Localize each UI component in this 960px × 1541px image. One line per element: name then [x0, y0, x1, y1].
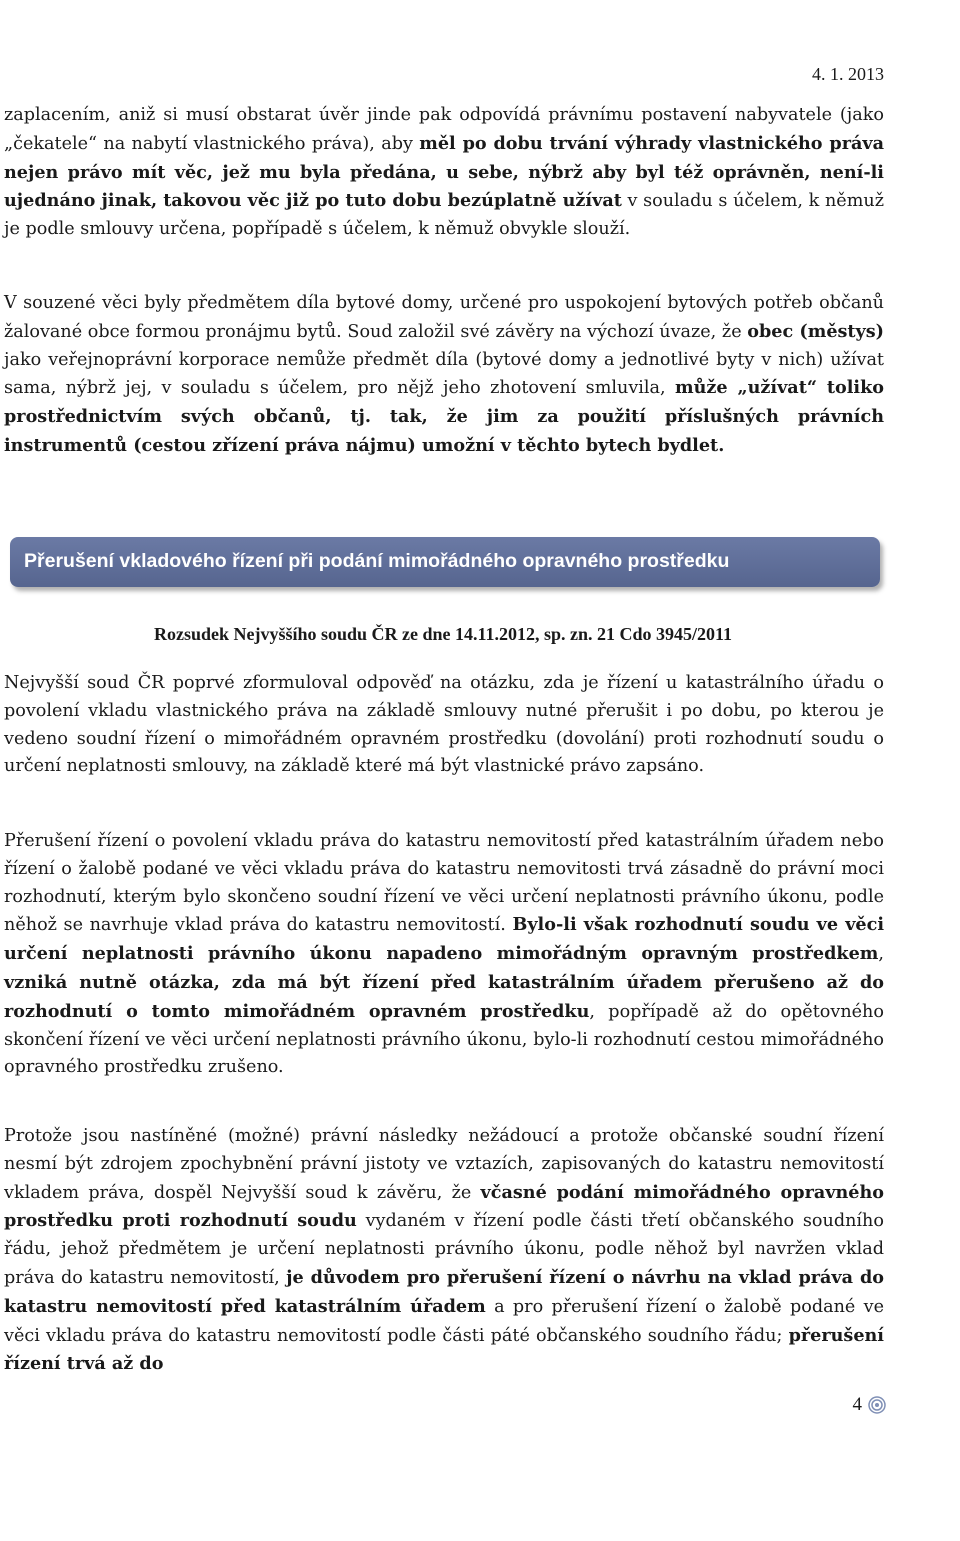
- text-run: , popřípadě až do opětovného skončení řízení ve věci určení neplatnosti právního úkonu, bylo-li rozhodnutí cestou mimořádného opravného prostředku zrušeno.: [4, 1001, 884, 1078]
- bold-run: Bylo-li však rozhodnutí soudu ve věci určení neplatnosti právního úkonu napadeno mimořádným opravným prostředkem: [4, 914, 885, 965]
- text-run: a pro přerušení řízení o žalobě podané ve věci vkladu práva do katastru nemovitostí podle části páté občanského soudního řádu;: [4, 1296, 885, 1346]
- page-footer: [853, 1394, 887, 1416]
- text-run: V souzené věci byly předmětem díla bytové domy, určené pro uspokojení bytových potřeb občanů žalované obce formou pronájmu bytů. Soud založil své závěry na výchozí úvaze, že: [4, 293, 884, 342]
- text-run: Přerušení řízení o povolení vkladu práva do katastru nemovitostí před katastrálním úřadem nebo řízení o žalobě podané ve věci vkladu práva do katastru nemovitosti trvá zásadně do právní moci rozhodnutí, kterým bylo skončeno soudní řízení ve věci určení neplatnosti právního úkonu, podle něhož se navrhuje vklad práva do katastru nemovitostí.: [4, 831, 884, 936]
- text-run: Nejvyšší soud ČR poprvé zformuloval odpověď na otázku, zda je řízení u katastrálního úřadu o povolení vkladu vlastnického práva na základě smlouvy nutné přerušit i po dobu, po kterou je vedeno soudní řízení o mimořádném opravném prostředku (dovolání) proti rozhodnutí soudu o určení neplatnosti smlouvy, na základě které má být vlastnické právo zapsáno.: [4, 673, 884, 777]
- paragraph-5: [4, 1123, 884, 1379]
- ruling-title: Rozsudek Nejvyššího soudu ČR ze dne 14.11.2012, sp. zn. 21 Cdo 3945/2011: [153, 624, 733, 644]
- text-run: zaplacením, aniž si musí obstarat úvěr jinde pak odpovídá právnímu postavení nabyvatele (jako „čekatele“ na nabytí vlastnického práva), aby: [4, 105, 884, 154]
- text-run: Protože jsou nastíněné (možné) právní následky nežádoucí a protože občanské soudní řízení nesmí být zdrojem zpochybnění právní jistoty ve vztazích, zapisovaných do katastru nemovitostí vkladem práva, dospěl Nejvyšší soud k závěru, že: [4, 1126, 884, 1203]
- page-number: 4: [852, 1394, 862, 1415]
- paragraph-2: [4, 290, 884, 461]
- text-run: v souladu s účelem, k němuž je podle smlouvy určena, popřípadě s účelem, k němuž obvykle slouží.: [4, 191, 884, 240]
- text-run: vydaném v řízení podle části třetí občanského soudního řádu, jehož předmětem je určení neplatnosti právního úkonu, podle něhož byl navržen vklad práva do katastru nemovitostí,: [4, 1211, 884, 1288]
- paragraph-3: [4, 670, 884, 781]
- bold-run: včasné podání mimořádného opravného prostředku proti rozhodnutí soudu: [4, 1181, 884, 1232]
- bold-run: přerušení řízení trvá až do: [4, 1324, 884, 1375]
- bold-run: je důvodem pro přerušení řízení o návrhu na vklad práva do katastru nemovitostí před katastrálním úřadem: [4, 1266, 884, 1317]
- section-title: Přerušení vkladového řízení při podání mimořádného opravného prostředku: [24, 550, 730, 572]
- bold-run: vzniká nutně otázka, zda má být řízení před katastrálním úřadem přerušeno až do rozhodnutí o tomto mimořádném opravném prostředku: [4, 971, 884, 1022]
- header-date: 4. 1. 2013: [812, 64, 884, 84]
- paragraph-4: [4, 828, 884, 1082]
- bold-run: měl po dobu trvání výhrady vlastnického práva nejen právo mít věc, jež mu byla předána, u sebe, nýbrž aby byl též oprávněn, není-li ujednáno jinak, takovou věc již po tuto dobu bezúplatně užívat: [4, 132, 884, 212]
- bold-run: může „užívat“ toliko prostřednictvím svých občanů, tj. tak, že jim za použití příslušných právních instrumentů (cestou zřízení práva nájmu) umožní v těchto bytech bydlet.: [4, 377, 885, 456]
- text-run: jako veřejnoprávní korporace nemůže předmět díla (bytové domy a jednotlivé byty v nich) užívat sama, nýbrž jej, v souladu s účelem, pro nějž jeho zhotovení smluvila,: [4, 349, 884, 399]
- text-run: ,: [878, 944, 884, 965]
- section-banner: [10, 537, 880, 587]
- bold-run: obec (městys): [747, 320, 885, 342]
- target-ring-icon: [868, 1396, 886, 1414]
- paragraph-1: [4, 102, 884, 244]
